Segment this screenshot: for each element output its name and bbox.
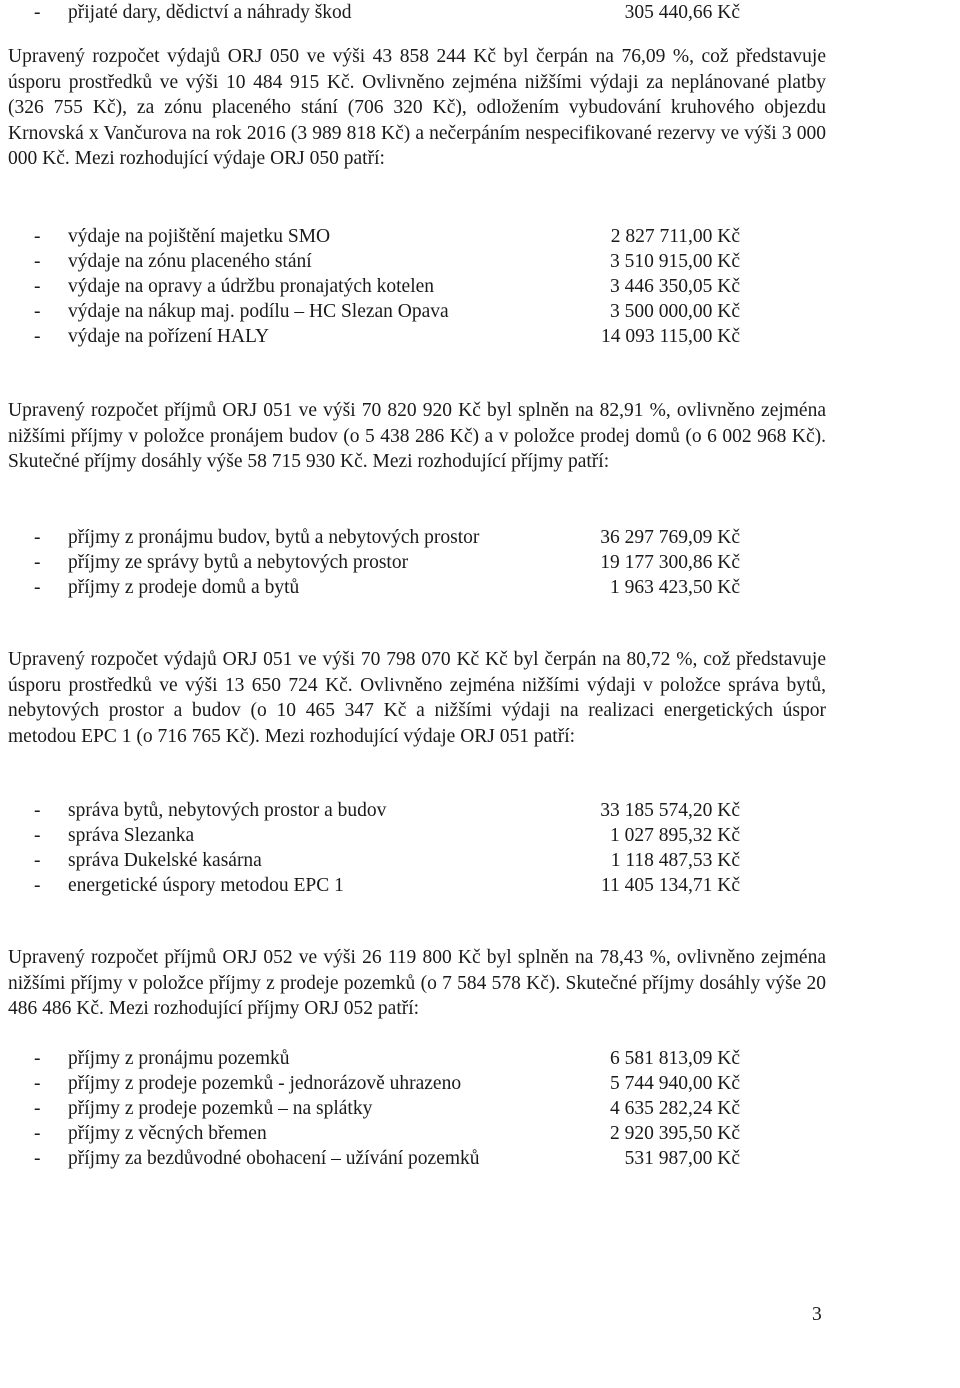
list-item-amount: 4 635 282,24 Kč	[610, 1098, 740, 1119]
list-item-label: příjmy z pronájmu budov, bytů a nebytových prostor	[68, 527, 480, 548]
list-bullet-dash: -	[34, 226, 41, 247]
list-item-amount: 1 118 487,53 Kč	[610, 850, 740, 871]
list-item	[34, 1096, 740, 1121]
list-item	[34, 1071, 740, 1096]
list-item-label: výdaje na opravy a údržbu pronajatých kotelen	[68, 276, 435, 297]
list-item-amount: 2 827 711,00 Kč	[610, 226, 740, 247]
list-bullet-dash: -	[34, 577, 41, 598]
list-item-amount: 36 297 769,09 Kč	[600, 527, 740, 548]
list-item-label: příjmy z věcných břemen	[68, 1123, 267, 1144]
list-bullet-dash: -	[34, 276, 41, 297]
list-item	[34, 224, 740, 249]
list-item-label: přijaté dary, dědictví a náhrady škod	[68, 2, 352, 23]
list-item-amount: 2 920 395,50 Kč	[610, 1123, 740, 1144]
list-bullet-dash: -	[34, 326, 41, 347]
list-item	[34, 525, 740, 550]
list-item	[34, 299, 740, 324]
list-item	[34, 873, 740, 898]
list-bullet-dash: -	[34, 800, 41, 821]
list-bullet-dash: -	[34, 2, 41, 23]
list-item	[34, 848, 740, 873]
list-bullet-dash: -	[34, 875, 41, 896]
paragraph-orj050-expenditure: Upravený rozpočet výdajů ORJ 050 ve výši 43 858 244 Kč byl čerpán na 76,09 %, což představuje úsporu prostředků ve výši 10 484 915 Kč. Ovlivněno zejména nižšími výdaji za neplánované platby (326 755 Kč), za zónu placeného stání (706 320 Kč), odložením vybudování kruhového objezdu Krnovská x Vančurova na rok 2016 (3 989 818 Kč) a nečerpáním nespecifikované rezervy ve výši 3 000 000 Kč. Mezi rozhodující výdaje ORJ 050 patří:	[8, 46, 826, 169]
list-item-amount: 3 500 000,00 Kč	[610, 301, 740, 322]
list-item-label: příjmy z pronájmu pozemků	[68, 1048, 290, 1069]
list-item-amount: 531 987,00 Kč	[624, 1148, 740, 1169]
list-bullet-dash: -	[34, 301, 41, 322]
list-item-top	[34, 0, 740, 25]
list-item-amount: 33 185 574,20 Kč	[600, 800, 740, 821]
list-bullet-dash: -	[34, 1098, 41, 1119]
list-bullet-dash: -	[34, 825, 41, 846]
list-item	[34, 798, 740, 823]
list-item-label: výdaje na pojištění majetku SMO	[68, 226, 331, 247]
list-item	[34, 1146, 740, 1171]
list-item	[34, 274, 740, 299]
list-item-amount: 1 027 895,32 Kč	[610, 825, 740, 846]
list-item-label: příjmy z prodeje pozemků – na splátky	[68, 1098, 373, 1119]
list-item-label: správa bytů, nebytových prostor a budov	[68, 800, 387, 821]
list-item-label: výdaje na pořízení HALY	[68, 326, 270, 347]
list-item	[34, 324, 740, 349]
paragraph-orj051-revenue: Upravený rozpočet příjmů ORJ 051 ve výši 70 820 920 Kč byl splněn na 82,91 %, ovlivněno zejména nižšími příjmy v položce pronájem budov (o 5 438 286 Kč) a v položce prodej domů (o 6 002 968 Kč). Skutečné příjmy dosáhly výše 58 715 930 Kč. Mezi rozhodující příjmy patří:	[8, 400, 826, 472]
list-item-label: výdaje na zónu placeného stání	[68, 251, 312, 272]
list-item	[34, 575, 740, 600]
list-item	[34, 1121, 740, 1146]
list-item-amount: 3 510 915,00 Kč	[610, 251, 740, 272]
list-bullet-dash: -	[34, 527, 41, 548]
list-bullet-dash: -	[34, 1073, 41, 1094]
list-item-label: příjmy ze správy bytů a nebytových prostor	[68, 552, 409, 573]
list-bullet-dash: -	[34, 1123, 41, 1144]
list-item-label: příjmy z prodeje pozemků - jednorázově uhrazeno	[68, 1073, 462, 1094]
list-item-amount: 3 446 350,05 Kč	[610, 276, 740, 297]
list-item-amount: 6 581 813,09 Kč	[610, 1048, 740, 1069]
list-item-label: správa Slezanka	[68, 825, 195, 846]
list-bullet-dash: -	[34, 552, 41, 573]
list-item-label: energetické úspory metodou EPC 1	[68, 875, 344, 896]
list-bullet-dash: -	[34, 1048, 41, 1069]
list-item-amount: 11 405 134,71 Kč	[600, 875, 740, 896]
list-item-label: příjmy za bezdůvodné obohacení – užívání pozemků	[68, 1148, 480, 1169]
paragraph-orj051-expenditure: Upravený rozpočet výdajů ORJ 051 ve výši 70 798 070 Kč Kč byl čerpán na 80,72 %, což představuje úsporu prostředků ve výši 13 650 724 Kč. Ovlivněno zejména nižšími výdaji v položce správa bytů, nebytových prostor a budov (o 10 465 347 Kč a nižšími výdaji na realizaci energetických úspor metodou EPC 1 (o 716 765 Kč). Mezi rozhodující výdaje ORJ 051 patří:	[8, 649, 826, 747]
list-bullet-dash: -	[34, 850, 41, 871]
list-item-amount: 5 744 940,00 Kč	[610, 1073, 740, 1094]
list-bullet-dash: -	[34, 251, 41, 272]
list-bullet-dash: -	[34, 1148, 41, 1169]
list-item-label: příjmy z prodeje domů a bytů	[68, 577, 300, 598]
list-item	[34, 249, 740, 274]
list-item	[34, 823, 740, 848]
list-item-amount: 14 093 115,00 Kč	[600, 326, 740, 347]
list-item-label: výdaje na nákup maj. podílu – HC Slezan Opava	[68, 301, 449, 322]
list-item-amount: 305 440,66 Kč	[624, 2, 740, 23]
list-item-amount: 19 177 300,86 Kč	[600, 552, 740, 573]
list-item	[34, 550, 740, 575]
paragraph-orj052-revenue: Upravený rozpočet příjmů ORJ 052 ve výši 26 119 800 Kč byl splněn na 78,43 %, ovlivněno zejména nižšími příjmy v položce příjmy z prodeje pozemků (o 7 584 578 Kč). Skutečné příjmy dosáhly výše 20 486 486 Kč. Mezi rozhodující příjmy ORJ 052 patří:	[8, 947, 826, 1019]
list-item-amount: 1 963 423,50 Kč	[610, 577, 740, 598]
list-item-label: správa Dukelské kasárna	[68, 850, 262, 871]
list-item	[34, 1046, 740, 1071]
page-number: 3	[812, 1304, 822, 1325]
